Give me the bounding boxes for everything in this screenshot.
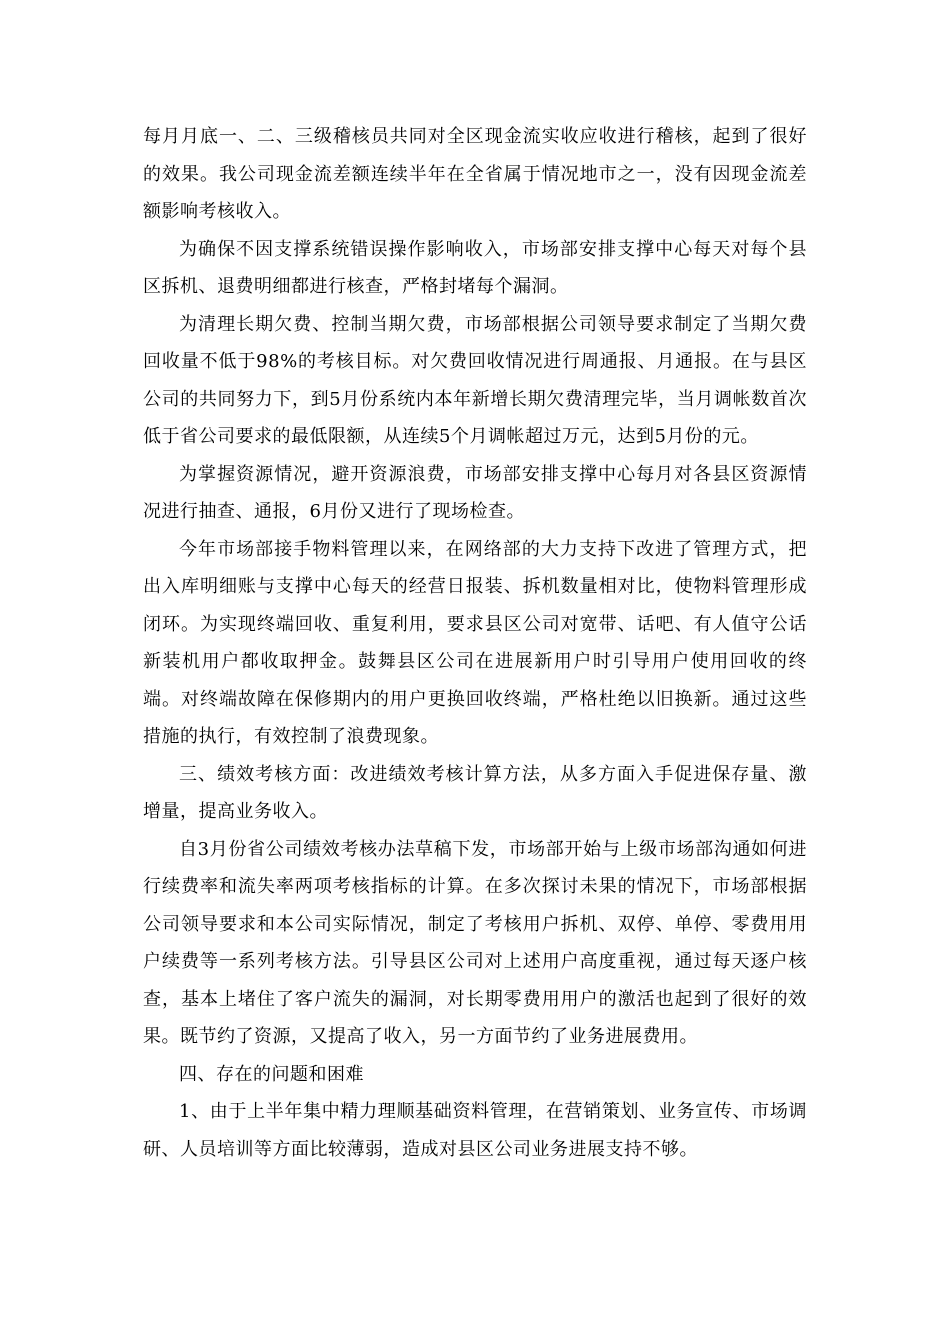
section-heading-problems: 四、存在的问题和困难 [179, 1063, 364, 1085]
paragraph-resource-check: 为掌握资源情况，避开资源浪费，市场部安排支撑中心每月对各县区资源情况进行抽查、通报，6月份又进行了现场检查。 [143, 463, 807, 522]
paragraph-material-management: 今年市场部接手物料管理以来，在网络部的大力支持下改进了管理方式，把出入库明细账与支撑中心每天的经营日报装、拆机数量相对比，使物料管理形成闭环。为实现终端回收、重复利用，要求县区公司对宽带、话吧、有人值守公话新装机用户都收取押金。鼓舞县区公司在进展新用户时引导用户使用回收的终端。对终端故障在保修期内的用户更换回收终端，严格杜绝以旧换新。通过这些措施的执行，有效控制了浪费现象。 [143, 538, 807, 747]
document-page [143, 118, 807, 1168]
paragraph-performance-methods: 自3月份省公司绩效考核办法草稿下发，市场部开始与上级市场部沟通如何进行续费率和流失率两项考核指标的计算。在多次探讨未果的情况下，市场部根据公司领导要求和本公司实际情况，制定了考核用户拆机、双停、单停、零费用用户续费等一系列考核方法。引导县区公司对上述用户高度重视，通过每天逐户核查，基本上堵住了客户流失的漏洞，对长期零费用用户的激活也起到了很好的效果。既节约了资源，又提高了收入，另一方面节约了业务进展费用。 [143, 838, 807, 1047]
paragraph-cash-flow-audit: 每月月底一、二、三级稽核员共同对全区现金流实收应收进行稽核，起到了很好的效果。我公司现金流差额连续半年在全省属于情况地市之一，没有因现金流差额影响考核收入。 [143, 126, 807, 222]
section-heading-performance: 三、绩效考核方面：改进绩效考核计算方法，从多方面入手促进保存量、激增量，提高业务收入。 [143, 763, 807, 822]
paragraph-support-system-check: 为确保不因支撑系统错误操作影响收入，市场部安排支撑中心每天对每个县区拆机、退费明细都进行核查，严格封堵每个漏洞。 [143, 238, 807, 297]
paragraph-arrears-cleanup: 为清理长期欠费、控制当期欠费，市场部根据公司领导要求制定了当期欠费回收量不低于98%的考核目标。对欠费回收情况进行周通报、月通报。在与县区公司的共同努力下，到5月份系统内本年新增长期欠费清理完毕，当月调帐数首次低于省公司要求的最低限额，从连续5个月调帐超过万元，达到5月份的元。 [143, 313, 807, 447]
paragraph-problem-1: 1、由于上半年集中精力理顺基础资料管理，在营销策划、业务宣传、市场调研、人员培训等方面比较薄弱，造成对县区公司业务进展支持不够。 [143, 1101, 807, 1160]
